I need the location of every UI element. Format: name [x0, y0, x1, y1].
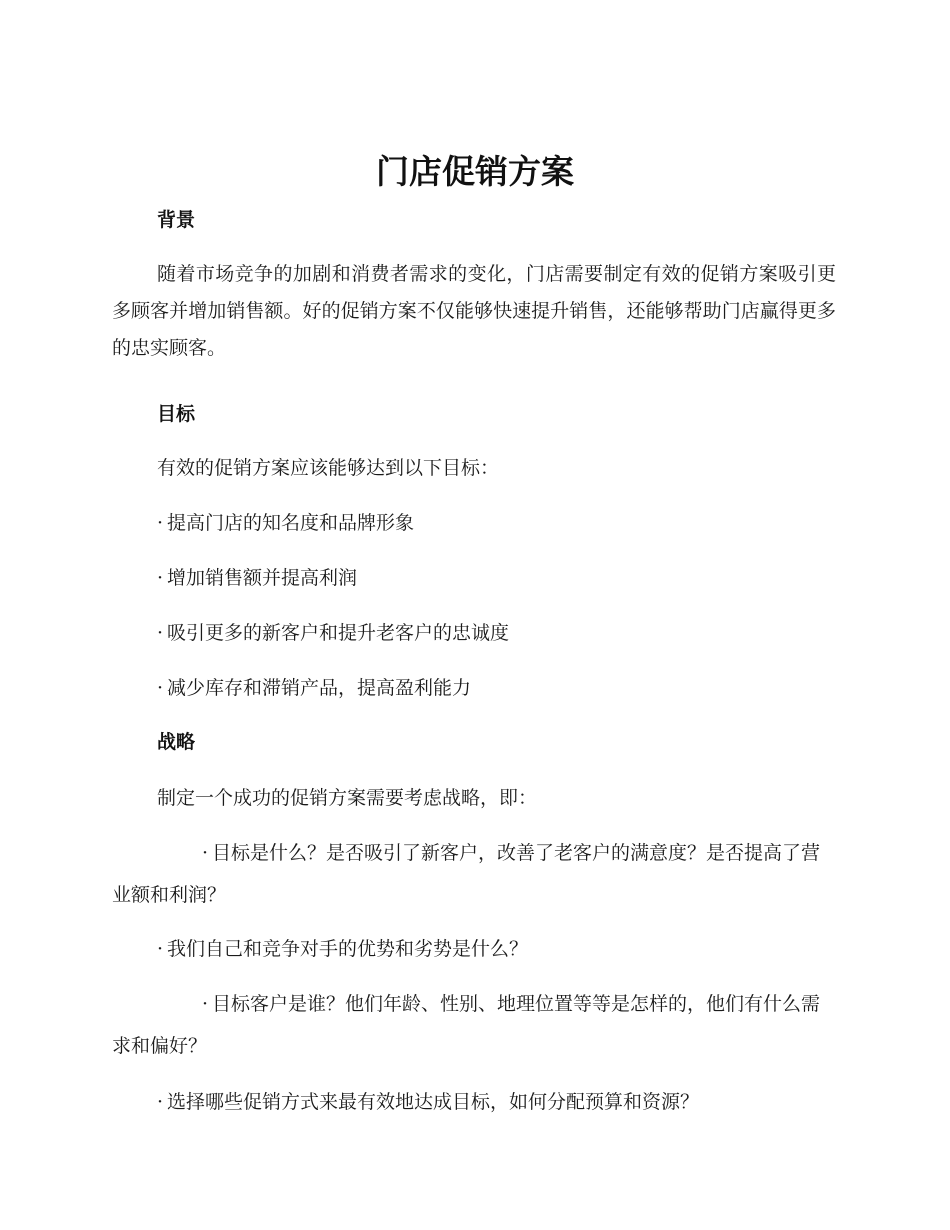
goal-item-text: 减少库存和滞销产品，提高盈利能力	[167, 677, 472, 699]
goal-item	[157, 564, 357, 592]
strategy-item-text: 选择哪些促销方式来最有效地达成目标，如何分配预算和资源？	[167, 1091, 700, 1113]
strategy-item-text: 目标客户是谁？他们年龄、性别、地理位置等等是怎样的，他们有什么需求和偏好？	[112, 993, 821, 1057]
strategy-item	[112, 832, 836, 916]
strategy-item	[112, 983, 836, 1067]
strategy-intro: 制定一个成功的促销方案需要考虑战略，即：	[157, 787, 538, 809]
bullet-icon: ·	[202, 993, 209, 1015]
section-heading-goals: 目标	[157, 403, 196, 425]
section-heading-background: 背景	[157, 209, 196, 231]
goal-item	[157, 509, 414, 537]
goal-item	[157, 674, 471, 702]
bullet-icon: ·	[157, 512, 164, 534]
bullet-icon: ·	[157, 622, 164, 644]
strategy-item	[157, 935, 528, 963]
goals-intro: 有效的促销方案应该能够达到以下目标：	[157, 457, 500, 479]
section-heading-strategy: 战略	[157, 731, 196, 753]
bullet-icon: ·	[157, 567, 164, 589]
goal-item-text: 吸引更多的新客户和提升老客户的忠诚度	[167, 622, 510, 644]
goal-item-text: 提高门店的知名度和品牌形象	[167, 512, 415, 534]
strategy-item	[157, 1088, 699, 1116]
background-paragraph: 随着市场竞争的加剧和消费者需求的变化，门店需要制定有效的促销方案吸引更多顾客并增加销售额。好的促销方案不仅能够快速提升销售，还能够帮助门店赢得更多的忠实顾客。	[112, 263, 836, 359]
strategy-item-text: 我们自己和竞争对手的优势和劣势是什么？	[167, 938, 529, 960]
bullet-icon: ·	[157, 938, 164, 960]
bullet-icon: ·	[157, 1091, 164, 1113]
goal-item-text: 增加销售额并提高利润	[167, 567, 358, 589]
bullet-icon: ·	[157, 677, 164, 699]
bullet-icon: ·	[202, 842, 209, 864]
document-title: 门店促销方案	[376, 152, 574, 191]
strategy-item-text: 目标是什么？是否吸引了新客户，改善了老客户的满意度？是否提高了营业额和利润？	[112, 842, 821, 906]
goal-item	[157, 619, 509, 647]
